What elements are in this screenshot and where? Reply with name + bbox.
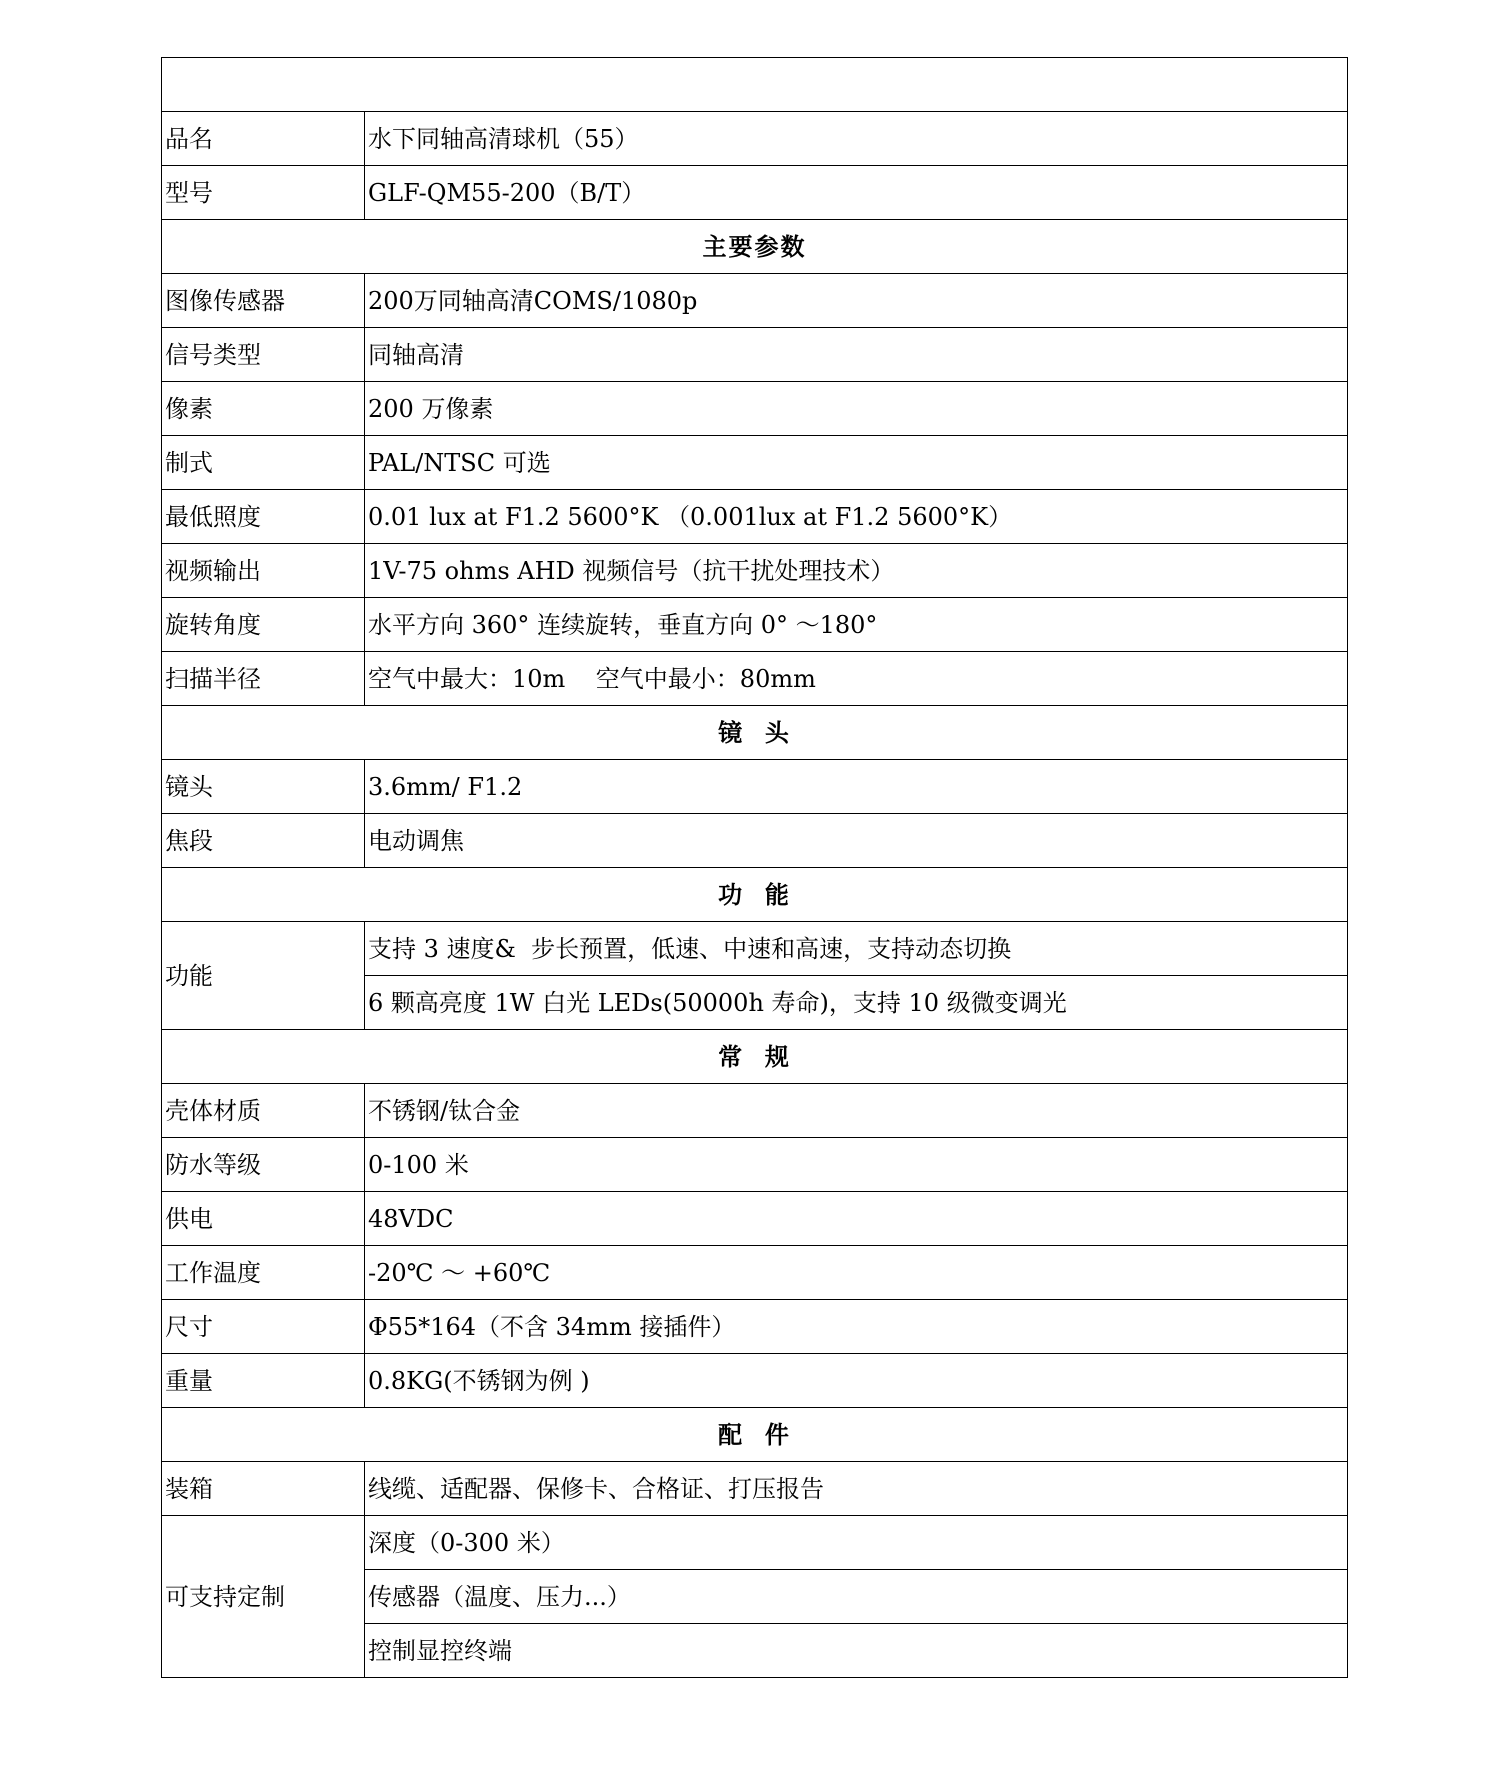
row-value: PAL/NTSC 可选 — [365, 436, 1348, 490]
table-row — [162, 490, 1348, 544]
row-label: 可支持定制 — [162, 1516, 365, 1678]
section-title-main-params: 主要参数 — [162, 220, 1348, 274]
table-row — [162, 1138, 1348, 1192]
table-row — [162, 328, 1348, 382]
table-row — [162, 1192, 1348, 1246]
section-row — [162, 868, 1348, 922]
table-row — [162, 1084, 1348, 1138]
row-value: 深度（0-300 米） — [365, 1516, 1348, 1570]
table-row — [162, 922, 1348, 976]
spec-table — [161, 57, 1348, 1678]
row-value: -20℃ ～ +60℃ — [365, 1246, 1348, 1300]
header-row — [162, 58, 1348, 112]
table-row — [162, 652, 1348, 706]
header-cell — [162, 58, 1348, 112]
row-value: 支持 3 速度& 步长预置，低速、中速和高速，支持动态切换 — [365, 922, 1348, 976]
row-label: 焦段 — [162, 814, 365, 868]
table-row — [162, 166, 1348, 220]
table-row — [162, 1462, 1348, 1516]
row-label: 最低照度 — [162, 490, 365, 544]
row-label: 防水等级 — [162, 1138, 365, 1192]
row-label: 壳体材质 — [162, 1084, 365, 1138]
table-row — [162, 1246, 1348, 1300]
row-value: GLF-QM55-200（B/T） — [365, 166, 1348, 220]
table-row — [162, 598, 1348, 652]
row-value: 控制显控终端 — [365, 1624, 1348, 1678]
table-row — [162, 1354, 1348, 1408]
table-row — [162, 112, 1348, 166]
section-row — [162, 706, 1348, 760]
table-row — [162, 274, 1348, 328]
table-row — [162, 436, 1348, 490]
row-label: 品名 — [162, 112, 365, 166]
row-value: 水平方向 360° 连续旋转，垂直方向 0° ～180° — [365, 598, 1348, 652]
section-title-lens: 镜 头 — [162, 706, 1348, 760]
row-value: Φ55*164（不含 34mm 接插件） — [365, 1300, 1348, 1354]
row-label: 扫描半径 — [162, 652, 365, 706]
row-value: 水下同轴高清球机（55） — [365, 112, 1348, 166]
row-value: 1V-75 ohms AHD 视频信号（抗干扰处理技术） — [365, 544, 1348, 598]
table-row — [162, 382, 1348, 436]
row-value: 不锈钢/钛合金 — [365, 1084, 1348, 1138]
row-value: 200万同轴高清COMS/1080p — [365, 274, 1348, 328]
row-value: 电动调焦 — [365, 814, 1348, 868]
row-label: 工作温度 — [162, 1246, 365, 1300]
row-label: 信号类型 — [162, 328, 365, 382]
row-value: 0-100 米 — [365, 1138, 1348, 1192]
section-row — [162, 1408, 1348, 1462]
row-label: 重量 — [162, 1354, 365, 1408]
row-label: 旋转角度 — [162, 598, 365, 652]
table-row — [162, 1516, 1348, 1570]
section-title-general: 常 规 — [162, 1030, 1348, 1084]
row-value: 200 万像素 — [365, 382, 1348, 436]
row-value: 3.6mm/ F1.2 — [365, 760, 1348, 814]
row-value: 6 颗高亮度 1W 白光 LEDs(50000h 寿命)，支持 10 级微变调光 — [365, 976, 1348, 1030]
row-label: 视频输出 — [162, 544, 365, 598]
row-value: 48VDC — [365, 1192, 1348, 1246]
table-row — [162, 1300, 1348, 1354]
section-title-accessories: 配 件 — [162, 1408, 1348, 1462]
row-label: 功能 — [162, 922, 365, 1030]
row-value: 0.8KG(不锈钢为例 ) — [365, 1354, 1348, 1408]
section-title-functions: 功 能 — [162, 868, 1348, 922]
row-label: 型号 — [162, 166, 365, 220]
section-row — [162, 220, 1348, 274]
row-label: 供电 — [162, 1192, 365, 1246]
row-value: 同轴高清 — [365, 328, 1348, 382]
section-row — [162, 1030, 1348, 1084]
row-value: 0.01 lux at F1.2 5600°K （0.001lux at F1.2 5600°K） — [365, 490, 1348, 544]
row-label: 图像传感器 — [162, 274, 365, 328]
table-row — [162, 814, 1348, 868]
table-row — [162, 544, 1348, 598]
table-row — [162, 760, 1348, 814]
row-label: 制式 — [162, 436, 365, 490]
row-value: 传感器（温度、压力...） — [365, 1570, 1348, 1624]
row-value: 线缆、适配器、保修卡、合格证、打压报告 — [365, 1462, 1348, 1516]
row-value: 空气中最大：10m 空气中最小：80mm — [365, 652, 1348, 706]
row-label: 像素 — [162, 382, 365, 436]
row-label: 镜头 — [162, 760, 365, 814]
row-label: 尺寸 — [162, 1300, 365, 1354]
row-label: 装箱 — [162, 1462, 365, 1516]
